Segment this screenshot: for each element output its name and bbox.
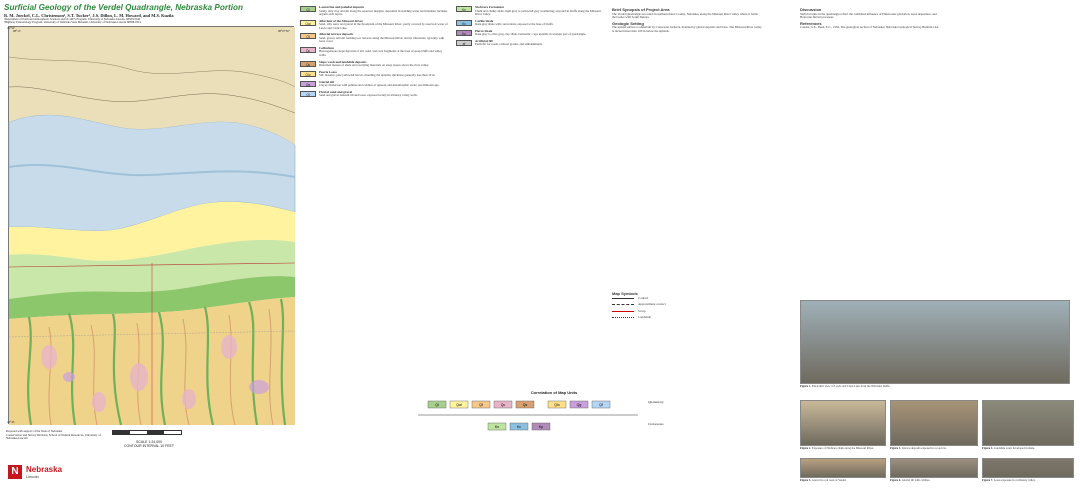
unit-description: Sand and gravel beneath till and loess, exposed locally in tributary valley walls. (319, 93, 418, 98)
unit-swatch: Ql (300, 6, 316, 12)
photo-caption-text: Landslide scarp developed in shale. (993, 446, 1035, 450)
references-text: Condra, G.E., Reed, E.C., 1959, The geological section of Nebraska: Nebraska Geological Survey Bulletin 14A. (800, 25, 940, 30)
symbols-title: Map Symbols (612, 291, 638, 296)
unit-name: Pierre Shale (475, 28, 493, 33)
unit-swatch: Qlo (300, 71, 316, 77)
unit-body (475, 20, 606, 27)
photo-label: Figure 6. (890, 478, 902, 482)
synopsis-heading: Brief Synopsis of Project Area (612, 7, 670, 12)
unit-name: Fluvial sand and gravel (319, 89, 353, 94)
dashed-line-icon (612, 304, 634, 305)
unit-name: Carlile Shale (475, 18, 494, 23)
affiliation-1: ¹Department of Earth and Atmospheric Sciences and UC-RES Program, University of Nebraska-Lincoln, 68583-0340 (4, 17, 141, 21)
scale-label: SCALE 1:24,000 (135, 440, 163, 444)
landslide-line-icon (612, 317, 634, 318)
unit-description: Sand, silty sand, and gravel in the floodplain of the Missouri River; partly covered by reservoir water of Lewis and Clark Lake. (319, 22, 448, 30)
photo-caption (890, 447, 978, 450)
unit-descriptions-col-2 (456, 6, 606, 386)
map-unit (456, 6, 606, 17)
unit-body (475, 30, 606, 37)
photo-label: Figure 7. (982, 478, 994, 482)
map-canvas (9, 27, 295, 425)
unit-description: Silt, massive, pale yellowish brown, mantling the uplands; thickness generally less than 10 m. (319, 73, 436, 78)
references-heading: References (800, 20, 822, 26)
unit-description: Sand, gravel, and silt forming low terraces along the Missouri River and its tributaries, typically with loess cover. (319, 35, 445, 44)
scale-bar (112, 430, 182, 435)
photo-caption-text: Exposure of Niobrara chalk along the Missouri River. (811, 446, 874, 450)
svg-text:Qlo: Qlo (554, 403, 560, 407)
unit-description: Earth fill for roads, railroad grades, and embankments. (475, 42, 543, 47)
affiliation-2: ²Highway Paleontology Program, University of Nebraska State Museum, University of Nebraska-Lincoln 68588-0514 (4, 20, 141, 25)
university-logo-mark: N (8, 465, 22, 479)
symbol-approx-contact: Approximate contact (612, 303, 762, 307)
unit-body (319, 61, 450, 68)
quaternary-label: Quaternary (648, 400, 664, 404)
photo-label: Figure 4. (982, 446, 994, 450)
unit-swatch: Kc (456, 20, 472, 26)
unit-name: Alluvium of the Missouri River (319, 18, 363, 23)
svg-text:Qf: Qf (599, 403, 603, 407)
discussion-heading: Discussion (800, 7, 822, 12)
unit-description: Heterogeneous slope deposits of silt, sand, and rock fragments at the base of steep bluffs and valley walls. (319, 49, 443, 58)
unit-swatch: Qc (300, 47, 316, 53)
setting-heading: Geologic Setting (612, 20, 644, 26)
photo-label: Figure 5. (800, 478, 812, 482)
unit-description: Chalk and chalky shale, light gray to yellowish gray weathering; exposed in bluffs along the Missouri River valley. (475, 8, 601, 17)
photo-caption-text: Panoramic view of Lewis and Clark Lake from the Nebraska bluffs. (811, 384, 891, 388)
unit-description: Sandy, silty clay and silt along the reservoir margins, deposited in standing water and marshes; includes organic-rich layers. (319, 8, 448, 17)
basemap-line-1: Prepared with support of the State of Nebraska (6, 429, 63, 433)
photo-label: Figure 1. (800, 384, 812, 388)
unit-swatch: Qf (300, 91, 316, 97)
unit-body (319, 47, 450, 58)
map-header (4, 3, 304, 25)
svg-text:Kc: Kc (516, 425, 522, 429)
unit-body (319, 91, 450, 98)
svg-text:Qal: Qal (456, 403, 462, 407)
unit-name: Lacustrine and paludal deposits (319, 5, 364, 9)
photo-caption (982, 447, 1074, 450)
text-column-3 (612, 6, 762, 286)
photo-label: Figure 2. (800, 446, 812, 450)
unit-body (319, 81, 450, 88)
map-title: Surficial Geology of the Verdel Quadrangle, Nebraska Portion (4, 3, 244, 12)
photo-caption-text: Glacial till with cobbles. (901, 478, 931, 482)
setting-text: The upland surface is underlain by Cretaceous bedrock, mantled by glacial deposits and loess. The Missouri River valley is incised more than 100 m below the uplands. (612, 25, 762, 33)
map-unit (456, 40, 606, 47)
svg-text:Qc: Qc (500, 403, 506, 407)
lat-bottom-label: 42°45' (7, 420, 15, 424)
unit-body (475, 40, 606, 47)
svg-text:Qs: Qs (522, 403, 528, 407)
map-unit (300, 47, 450, 58)
correlation-of-map-units (408, 390, 700, 450)
contour-interval: CONTOUR INTERVAL 10 FEET (123, 444, 175, 448)
correlation-title: Correlation of Map Units (530, 390, 578, 395)
unit-descriptions-col-1 (300, 6, 450, 386)
unit-body (319, 71, 450, 78)
symbol-scarp: Scarp (612, 310, 762, 314)
unit-swatch: Qg (300, 81, 316, 87)
photo-label: Figure 3. (890, 446, 902, 450)
unit-body (475, 6, 606, 17)
photo-6 (890, 458, 978, 478)
unit-name: Glacial till (319, 79, 334, 84)
scale-caption (94, 440, 204, 448)
lon-right-label: 98°07'30" (278, 29, 290, 33)
photo-7 (982, 458, 1074, 478)
unit-description: Dark gray to olive gray clay shale, bentonitic; caps uplands in western part of quadrangle. (475, 32, 587, 37)
unit-body (319, 33, 450, 44)
unit-description: Disturbed masses of shale and overlying materials on steep slopes above the river valley. (319, 63, 429, 68)
unit-body (319, 6, 450, 17)
geologic-map[interactable] (8, 26, 294, 424)
university-logo-sub: Lincoln (26, 474, 39, 479)
unit-swatch: Qt (300, 33, 316, 39)
photo-caption (890, 479, 978, 482)
svg-text:Kp: Kp (538, 425, 544, 429)
unit-body (319, 20, 450, 31)
unit-name: Alluvial terrace deposits (319, 32, 354, 37)
university-logo-text: Nebraska (26, 465, 63, 474)
photo-caption-text: Gravel in a pit west of Verdel. (811, 478, 847, 482)
unit-swatch: Qs (300, 61, 316, 67)
contact-line-icon (612, 298, 634, 299)
map-unit (300, 71, 450, 78)
svg-text:Ql: Ql (435, 403, 439, 407)
photo-5 (800, 458, 886, 478)
photo-4 (982, 400, 1074, 446)
basemap-line-2: Conservation and Survey Division, School of Natural Resources, University of Nebraska-Lincoln (6, 432, 101, 441)
photo-caption-text: Terrace deposits exposed in a road cut. (901, 446, 947, 450)
unit-swatch: Qal (300, 20, 316, 26)
lat-top-label: 42°50' (7, 26, 15, 30)
unit-name: Peoria Loess (319, 69, 337, 74)
photo-1 (800, 300, 1070, 384)
map-unit (300, 6, 450, 17)
symbol-contact: Contact (612, 297, 762, 301)
svg-text:Qt: Qt (479, 403, 483, 407)
unit-name: Colluvium (319, 45, 334, 50)
unit-swatch: af (456, 40, 472, 46)
synopsis-text: The Verdel Quadrangle is located in northern Knox County, Nebraska, along the Missouri River valley where it forms the border with South Dakota. (612, 11, 758, 20)
photo-caption (800, 385, 1070, 388)
photo-2 (800, 400, 886, 446)
map-unit (300, 81, 450, 88)
map-unit (300, 91, 450, 98)
unit-description: Clayey diamicton with pebbles and cobbles of igneous and metamorphic rocks; pre-Illinoian age. (319, 83, 440, 88)
photo-caption-text: Loess exposure in a tributary valley. (993, 478, 1036, 482)
unit-name: Slope wash and landslide deposits (319, 59, 367, 64)
unit-name: Niobrara Formation (475, 5, 504, 9)
map-unit (456, 30, 606, 37)
map-unit (456, 20, 606, 27)
photo-caption (982, 479, 1074, 482)
text-column-4 (800, 6, 940, 276)
scarp-line-icon (612, 311, 634, 312)
photo-3 (890, 400, 978, 446)
unit-description: Dark gray shale with concretions; exposed at the base of bluffs. (475, 22, 554, 27)
unit-swatch: Kp (456, 30, 472, 36)
lon-left-label: 98°15' (13, 29, 21, 33)
unit-swatch: Kn (456, 6, 472, 12)
photo-caption (800, 447, 886, 450)
map-unit (300, 20, 450, 31)
map-symbols (612, 290, 762, 370)
unit-name: Artificial fill (475, 38, 493, 43)
university-logo (26, 465, 62, 479)
svg-text:Kn: Kn (494, 425, 500, 429)
authors: R. M. Joeckel, C.L. Christenson¹, S.T. Tucker², J.S. Dillon, L. M. Howard, and M.S. Kuzila (4, 13, 174, 18)
map-unit (300, 61, 450, 68)
symbol-landslide: Landslide (612, 316, 762, 320)
map-unit (300, 33, 450, 44)
discussion-text: Surficial units in the quadrangle reflect the combined influence of Pleistocene glaciation, loess deposition, and Holocene fluvial processes. (800, 11, 937, 20)
photo-caption (800, 479, 886, 482)
svg-text:Qg: Qg (576, 403, 582, 407)
cretaceous-label: Cretaceous (648, 422, 664, 426)
